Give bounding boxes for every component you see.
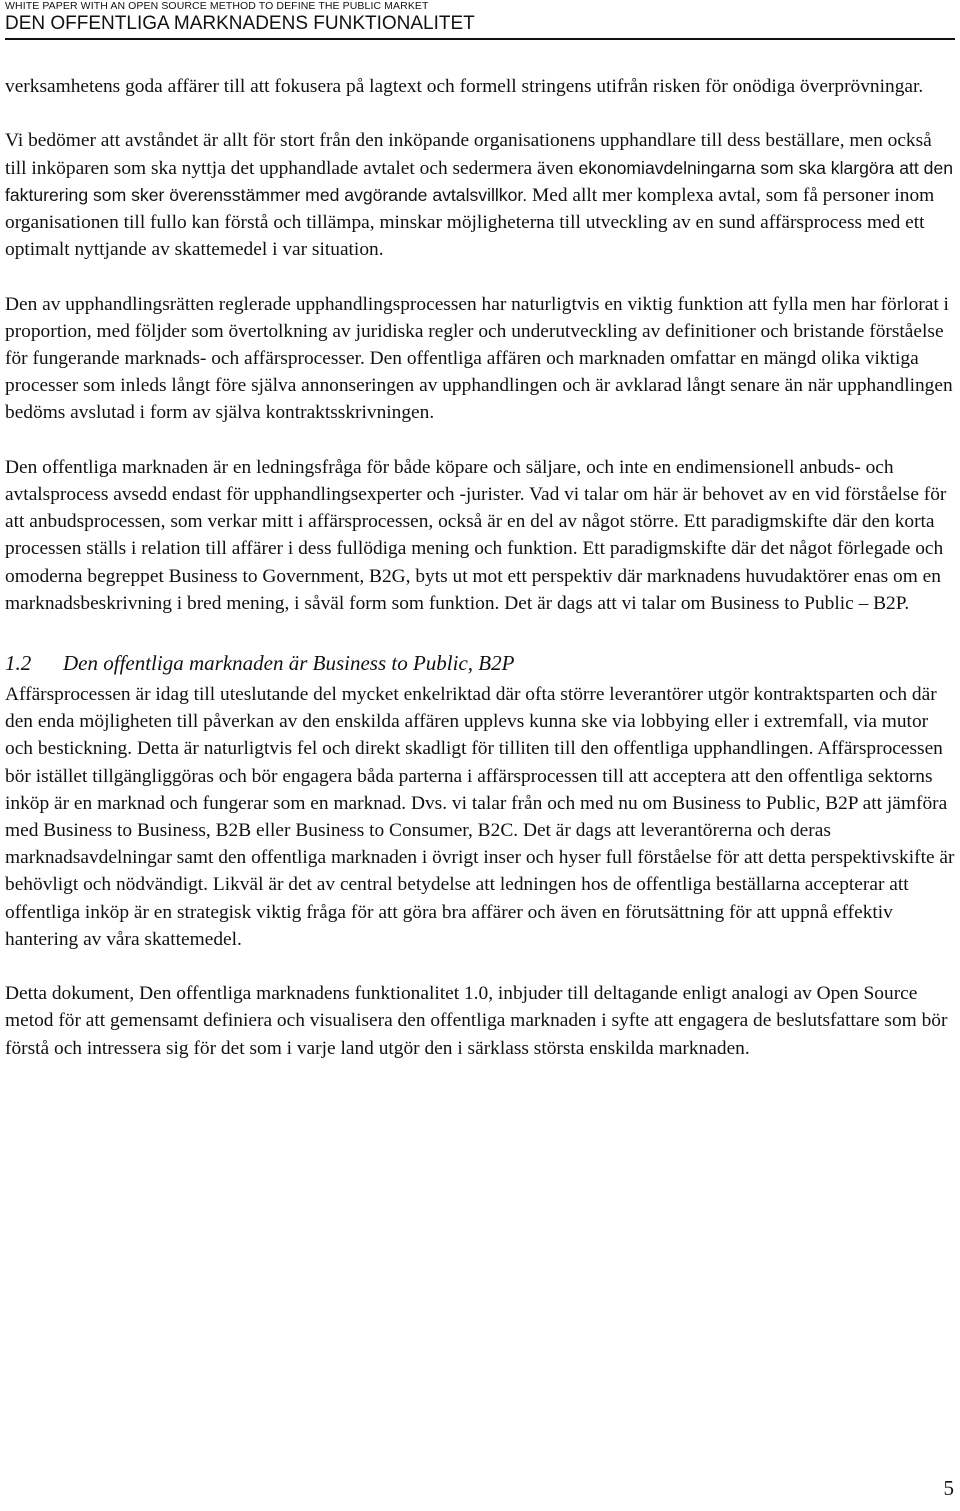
paragraph: Den av upphandlingsrätten reglerade upphandlingsprocessen har naturligtvis en viktig funktion att fylla men har förlorat i proportion, med följder som övertolkning av juridiska regler och underutveckling av definitioner och bristande förståelse för fungerande marknads- och affärsprocesser. Den offentliga affären och marknaden omfattar en mängd olika viktiga processer som inleds långt före själva annonseringen av upphandlingen och är avklarad långt senare än när upphandlingen bedöms avslutad i form av själva kontraktsskrivningen. (5, 293, 953, 424)
header-title: DEN OFFENTLIGA MARKNADENS FUNKTIONALITET (5, 13, 475, 34)
paragraph: Den offentliga marknaden är en ledningsfråga för både köpare och säljare, och inte en endimensionell anbuds- och avtalsprocess avsedd endast för upphandlingsexperter och -jurister. Vad vi talar om här är behovet av en vid förståelse för att anbudsprocessen, som verkar mitt i affärsprocessen, också är en del av något större. Ett paradigmskifte där den korta processen ställs i relation till affärer i dess fullödiga mening och funktion. Ett paradigmskifte där det något förlegade och omoderna begreppet Business to Government, B2G, byts ut mot ett perspektiv där marknadens huvudaktörer enas om en marknadsbeskrivning i bred mening, i såväl form som funktion. Det är dags att vi talar om Business to Public – B2P. (5, 456, 947, 614)
section-heading (5, 649, 957, 677)
page-header (5, 0, 955, 35)
section-number: 1.2 (5, 651, 32, 676)
paragraph: verksamhetens goda affärer till att fokusera på lagtext och formell stringens utifrån risken för onödiga överprövningar. (5, 76, 924, 97)
paragraph (5, 127, 957, 263)
page-number: 5 (943, 1476, 954, 1500)
document-body (5, 73, 957, 1062)
paragraph: Detta dokument, Den offentliga marknadens funktionalitet 1.0, inbjuder till deltagande enligt analogi av Open Source metod för att gemensamt definiera och visualisera den offentliga marknaden i syfte att engagera de beslutsfattare som bör förstå och intressera sig för det som i varje land utgör den i särklass största enskilda marknaden. (5, 983, 948, 1059)
paragraph-text-sans: ekonomiavdelningarna som ska klargöra att den fakturering som sker överensstämmer med avgörande avtalsvillkor. (5, 157, 954, 205)
section-title: Den offentliga marknaden är Business to Public, B2P (63, 651, 515, 676)
paragraph-text: Med allt mer komplexa avtal, som få personer inom organisationen till fullo kan förstå och tillämpa, minskar möjligheterna till utveckling av en sund affärsprocess med ett optimalt nyttjande av skattemedel i var situation. (5, 184, 935, 261)
header-divider (5, 38, 955, 40)
header-subtitle: WHITE PAPER WITH AN OPEN SOURCE METHOD TO DEFINE THE PUBLIC MARKET (5, 0, 429, 12)
paragraph-text: Vi bedömer att avståndet är allt för stort från den inköpande organisationens upphandlare till dess beställare, men också till inköparen som ska nyttja det upphandlade avtalet och sedermera även (5, 130, 932, 179)
paragraph: Affärsprocessen är idag till uteslutande del mycket enkelriktad där ofta större leverantörer utgör kontraktsparten och där den enda möjligheten till påverkan av den enskilda affären upplevs kunna ske via lobbying eller i extremfall, via mutor och bestickning. Detta är naturligtvis fel och direkt skadligt för tilliten till den offentliga upphandlingen. Affärsprocessen bör istället tillgängliggöras och bör engagera båda parterna i affärsprocessen till att acceptera att den offentliga sektorns inköp är en marknad och fungerar som en marknad. Dvs. vi talar från och med nu om Business to Public, B2P att jämföra med Business to Business, B2B eller Business to Consumer, B2C. Det är dags att leverantörerna och deras marknadsavdelningar samt den offentliga marknaden i övrigt inser och hyser full förståelse för att detta perspektivskifte är behövligt och nödvändigt. Likväl är det av central betydelse att ledningen hos de offentliga beställarna accepterar att offentliga inköp är en strategisk viktig fråga för att göra bra affärer och även en förutsättning för att uppnå effektiv hantering av våra skattemedel. (5, 684, 955, 950)
